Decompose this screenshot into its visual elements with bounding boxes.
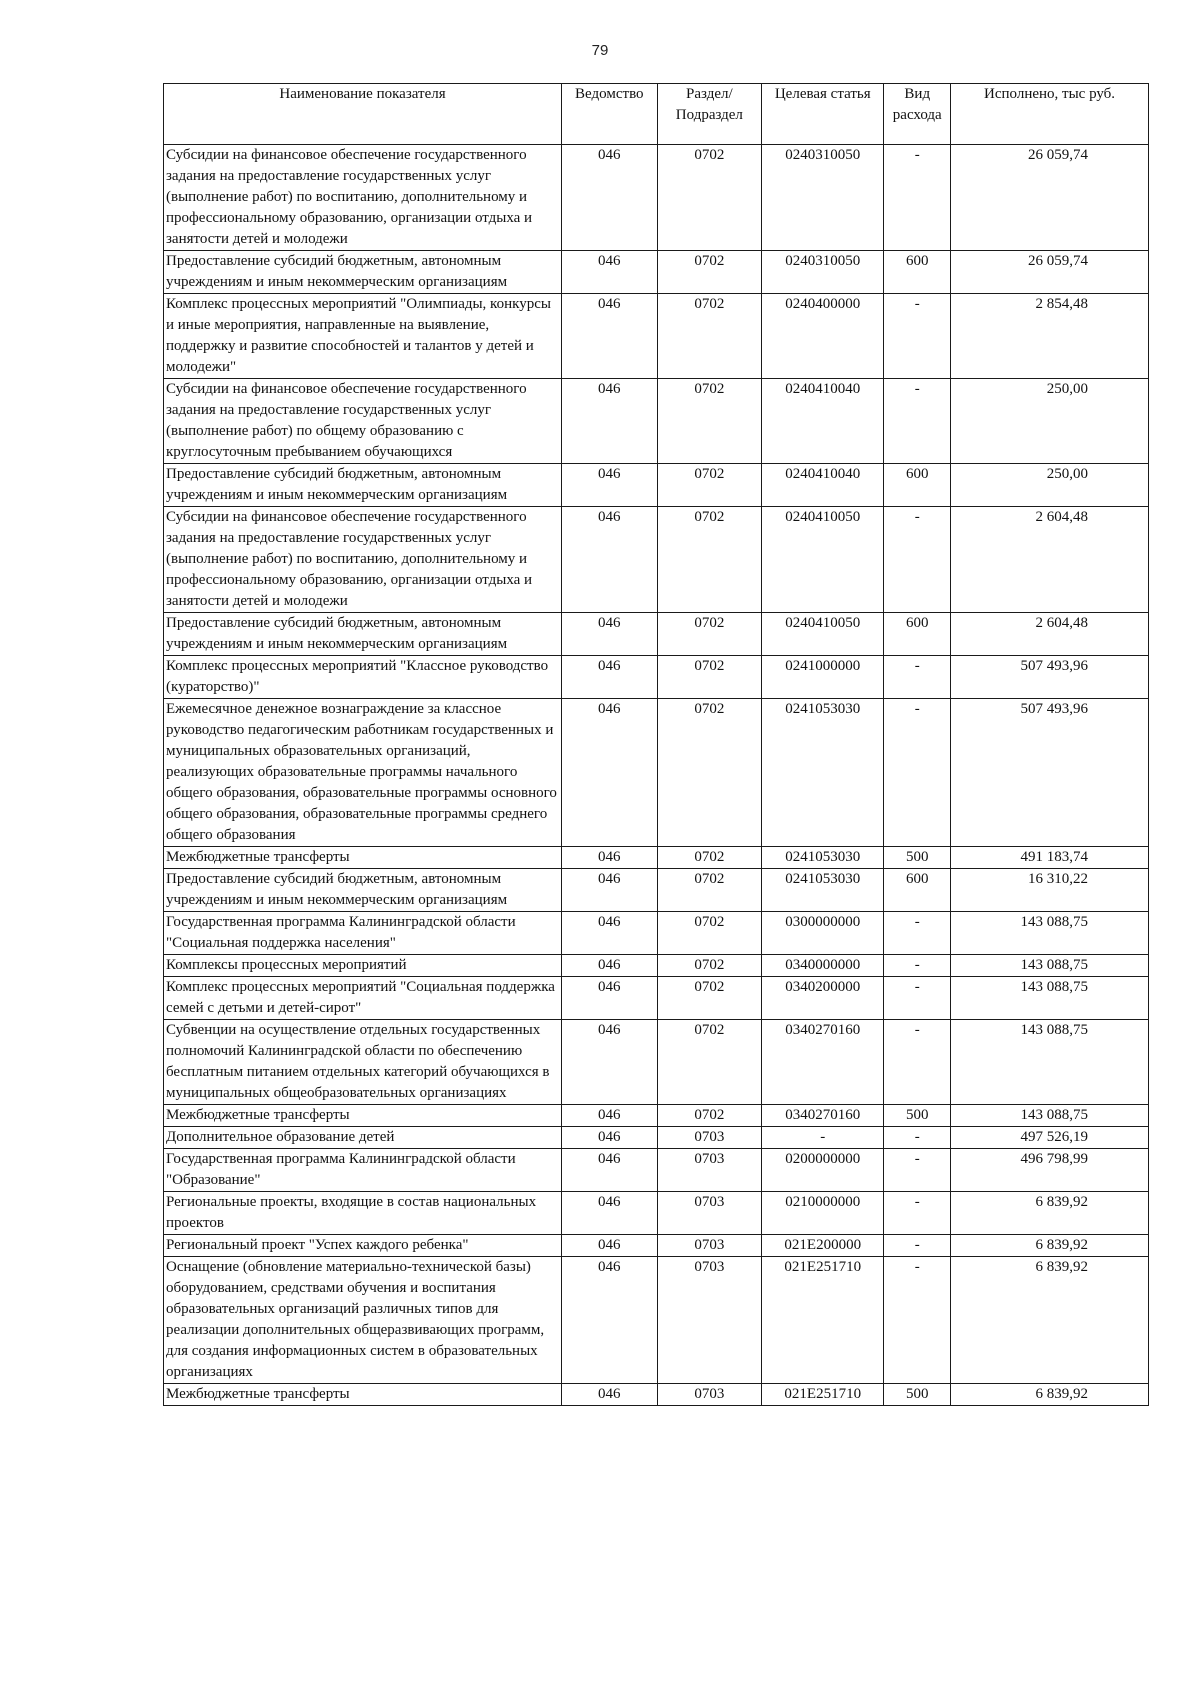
table-row xyxy=(164,699,1149,847)
table-row xyxy=(164,613,1149,656)
row-target-article: 0210000000 xyxy=(762,1192,884,1235)
table-row xyxy=(164,847,1149,869)
row-department: 046 xyxy=(562,464,658,507)
budget-table xyxy=(163,83,1149,1406)
page-number: 79 xyxy=(591,42,609,59)
table-row xyxy=(164,379,1149,464)
header-amount: Исполнено, тыс руб. xyxy=(951,84,1149,145)
row-department: 046 xyxy=(562,1105,658,1127)
table-row xyxy=(164,1127,1149,1149)
row-target-article: 0241000000 xyxy=(762,656,884,699)
row-expense-type: 600 xyxy=(884,613,951,656)
table-row xyxy=(164,1149,1149,1192)
row-expense-type: - xyxy=(884,1235,951,1257)
row-amount: 491 183,74 xyxy=(951,847,1149,869)
row-department: 046 xyxy=(562,294,658,379)
row-section: 0703 xyxy=(657,1149,762,1192)
row-amount: 250,00 xyxy=(951,379,1149,464)
row-section: 0702 xyxy=(657,294,762,379)
table-row xyxy=(164,294,1149,379)
row-target-article: 0340200000 xyxy=(762,977,884,1020)
header-target-article: Целевая статья xyxy=(762,84,884,145)
row-indicator-name: Комплекс процессных мероприятий "Социальная поддержка семей с детьми и детей-сирот" xyxy=(164,977,562,1020)
table-row xyxy=(164,1105,1149,1127)
row-section: 0702 xyxy=(657,464,762,507)
row-department: 046 xyxy=(562,847,658,869)
row-expense-type: - xyxy=(884,379,951,464)
row-expense-type: - xyxy=(884,912,951,955)
row-expense-type: - xyxy=(884,955,951,977)
table-row xyxy=(164,912,1149,955)
row-expense-type: 500 xyxy=(884,847,951,869)
row-section: 0702 xyxy=(657,699,762,847)
row-target-article: 0240310050 xyxy=(762,145,884,251)
row-target-article: 021Е251710 xyxy=(762,1384,884,1406)
row-amount: 26 059,74 xyxy=(951,145,1149,251)
row-department: 046 xyxy=(562,251,658,294)
row-indicator-name: Предоставление субсидий бюджетным, автономным учреждениям и иным некоммерческим организациям xyxy=(164,251,562,294)
row-department: 046 xyxy=(562,699,658,847)
table-row xyxy=(164,1257,1149,1384)
row-target-article: 0200000000 xyxy=(762,1149,884,1192)
row-section: 0702 xyxy=(657,1020,762,1105)
row-amount: 143 088,75 xyxy=(951,1020,1149,1105)
row-indicator-name: Субсидии на финансовое обеспечение государственного задания на предоставление государственных услуг (выполнение работ) по общему образованию с круглосуточным пребыванием обучающихся xyxy=(164,379,562,464)
row-expense-type: - xyxy=(884,1192,951,1235)
row-target-article: 0240310050 xyxy=(762,251,884,294)
row-section: 0702 xyxy=(657,656,762,699)
table-body xyxy=(164,145,1149,1406)
row-amount: 6 839,92 xyxy=(951,1384,1149,1406)
row-section: 0702 xyxy=(657,613,762,656)
row-amount: 2 854,48 xyxy=(951,294,1149,379)
row-department: 046 xyxy=(562,1192,658,1235)
row-section: 0702 xyxy=(657,869,762,912)
table-header-row xyxy=(164,84,1149,145)
row-expense-type: - xyxy=(884,294,951,379)
row-department: 046 xyxy=(562,1235,658,1257)
row-amount: 2 604,48 xyxy=(951,613,1149,656)
row-department: 046 xyxy=(562,613,658,656)
row-amount: 507 493,96 xyxy=(951,656,1149,699)
row-department: 046 xyxy=(562,1149,658,1192)
row-expense-type: - xyxy=(884,977,951,1020)
row-target-article: 0340270160 xyxy=(762,1020,884,1105)
row-department: 046 xyxy=(562,656,658,699)
row-indicator-name: Комплекс процессных мероприятий "Классное руководство (кураторство)" xyxy=(164,656,562,699)
row-target-article: 0240410050 xyxy=(762,507,884,613)
row-target-article: 0240410040 xyxy=(762,464,884,507)
row-amount: 496 798,99 xyxy=(951,1149,1149,1192)
table-row xyxy=(164,656,1149,699)
row-department: 046 xyxy=(562,1020,658,1105)
row-expense-type: 500 xyxy=(884,1384,951,1406)
row-indicator-name: Ежемесячное денежное вознаграждение за классное руководство педагогическим работникам государственных и муниципальных образовательных организаций, реализующих образовательные программы начального общего образования, образовательные программы основного общего образования, образовательные программы среднего общего образования xyxy=(164,699,562,847)
row-indicator-name: Межбюджетные трансферты xyxy=(164,847,562,869)
row-department: 046 xyxy=(562,912,658,955)
row-indicator-name: Субсидии на финансовое обеспечение государственного задания на предоставление государственных услуг (выполнение работ) по воспитанию, дополнительному и профессиональному образованию, организации отдыха и занятости детей и молодежи xyxy=(164,507,562,613)
row-indicator-name: Государственная программа Калининградской области "Образование" xyxy=(164,1149,562,1192)
header-indicator-name: Наименование показателя xyxy=(164,84,562,145)
header-expense-type: Вид расхода xyxy=(884,84,951,145)
row-target-article: 0241053030 xyxy=(762,699,884,847)
row-amount: 143 088,75 xyxy=(951,1105,1149,1127)
row-department: 046 xyxy=(562,977,658,1020)
row-expense-type: - xyxy=(884,699,951,847)
row-section: 0702 xyxy=(657,251,762,294)
row-target-article: 0241053030 xyxy=(762,847,884,869)
row-expense-type: - xyxy=(884,1149,951,1192)
row-department: 046 xyxy=(562,145,658,251)
header-department: Ведомство xyxy=(562,84,658,145)
row-section: 0703 xyxy=(657,1235,762,1257)
row-amount: 26 059,74 xyxy=(951,251,1149,294)
row-target-article: 0340000000 xyxy=(762,955,884,977)
table-row xyxy=(164,507,1149,613)
row-indicator-name: Комплексы процессных мероприятий xyxy=(164,955,562,977)
row-section: 0702 xyxy=(657,955,762,977)
row-indicator-name: Региональные проекты, входящие в состав национальных проектов xyxy=(164,1192,562,1235)
row-department: 046 xyxy=(562,507,658,613)
row-section: 0703 xyxy=(657,1257,762,1384)
row-amount: 6 839,92 xyxy=(951,1192,1149,1235)
header-section: Раздел/ Подраздел xyxy=(657,84,762,145)
table-row xyxy=(164,977,1149,1020)
row-section: 0703 xyxy=(657,1127,762,1149)
row-amount: 250,00 xyxy=(951,464,1149,507)
table-row xyxy=(164,145,1149,251)
row-expense-type: - xyxy=(884,1020,951,1105)
row-expense-type: - xyxy=(884,1127,951,1149)
row-indicator-name: Субвенции на осуществление отдельных государственных полномочий Калининградской области по обеспечению бесплатным питанием отдельных категорий обучающихся в муниципальных общеобразовательных организациях xyxy=(164,1020,562,1105)
table-row xyxy=(164,1020,1149,1105)
row-target-article: 0241053030 xyxy=(762,869,884,912)
row-section: 0702 xyxy=(657,379,762,464)
row-indicator-name: Государственная программа Калининградской области "Социальная поддержка населения" xyxy=(164,912,562,955)
row-department: 046 xyxy=(562,1127,658,1149)
row-expense-type: 600 xyxy=(884,869,951,912)
row-amount: 143 088,75 xyxy=(951,912,1149,955)
row-amount: 6 839,92 xyxy=(951,1235,1149,1257)
row-amount: 16 310,22 xyxy=(951,869,1149,912)
row-amount: 143 088,75 xyxy=(951,955,1149,977)
row-amount: 507 493,96 xyxy=(951,699,1149,847)
row-department: 046 xyxy=(562,379,658,464)
row-section: 0702 xyxy=(657,1105,762,1127)
row-expense-type: 500 xyxy=(884,1105,951,1127)
row-indicator-name: Оснащение (обновление материально-технической базы) оборудованием, средствами обучения и воспитания образовательных организаций различных типов для реализации дополнительных общеразвивающих программ, для создания информационных систем в образовательных организациях xyxy=(164,1257,562,1384)
row-amount: 6 839,92 xyxy=(951,1257,1149,1384)
row-section: 0703 xyxy=(657,1192,762,1235)
row-indicator-name: Субсидии на финансовое обеспечение государственного задания на предоставление государственных услуг (выполнение работ) по воспитанию, дополнительному и профессиональному образованию, организации отдыха и занятости детей и молодежи xyxy=(164,145,562,251)
row-indicator-name: Комплекс процессных мероприятий "Олимпиады, конкурсы и иные мероприятия, направленные на выявление, поддержку и развитие способностей и талантов у детей и молодежи" xyxy=(164,294,562,379)
table-row xyxy=(164,1384,1149,1406)
row-indicator-name: Региональный проект "Успех каждого ребенка" xyxy=(164,1235,562,1257)
table-row xyxy=(164,1192,1149,1235)
table-row xyxy=(164,1235,1149,1257)
row-expense-type: - xyxy=(884,656,951,699)
row-indicator-name: Межбюджетные трансферты xyxy=(164,1105,562,1127)
row-target-article: - xyxy=(762,1127,884,1149)
row-section: 0702 xyxy=(657,507,762,613)
row-expense-type: - xyxy=(884,507,951,613)
row-department: 046 xyxy=(562,1257,658,1384)
row-target-article: 0240410050 xyxy=(762,613,884,656)
row-expense-type: 600 xyxy=(884,251,951,294)
row-target-article: 0300000000 xyxy=(762,912,884,955)
row-indicator-name: Дополнительное образование детей xyxy=(164,1127,562,1149)
row-target-article: 0340270160 xyxy=(762,1105,884,1127)
row-department: 046 xyxy=(562,869,658,912)
row-indicator-name: Предоставление субсидий бюджетным, автономным учреждениям и иным некоммерческим организациям xyxy=(164,869,562,912)
row-department: 046 xyxy=(562,1384,658,1406)
row-target-article: 0240400000 xyxy=(762,294,884,379)
row-section: 0702 xyxy=(657,977,762,1020)
table-row xyxy=(164,869,1149,912)
row-amount: 2 604,48 xyxy=(951,507,1149,613)
row-target-article: 021Е200000 xyxy=(762,1235,884,1257)
row-target-article: 0240410040 xyxy=(762,379,884,464)
row-section: 0703 xyxy=(657,1384,762,1406)
row-section: 0702 xyxy=(657,847,762,869)
row-expense-type: 600 xyxy=(884,464,951,507)
row-expense-type: - xyxy=(884,1257,951,1384)
row-amount: 497 526,19 xyxy=(951,1127,1149,1149)
row-amount: 143 088,75 xyxy=(951,977,1149,1020)
row-department: 046 xyxy=(562,955,658,977)
table-row xyxy=(164,464,1149,507)
table-row xyxy=(164,251,1149,294)
row-indicator-name: Межбюджетные трансферты xyxy=(164,1384,562,1406)
table-row xyxy=(164,955,1149,977)
row-indicator-name: Предоставление субсидий бюджетным, автономным учреждениям и иным некоммерческим организациям xyxy=(164,613,562,656)
row-expense-type: - xyxy=(884,145,951,251)
row-indicator-name: Предоставление субсидий бюджетным, автономным учреждениям и иным некоммерческим организациям xyxy=(164,464,562,507)
row-section: 0702 xyxy=(657,145,762,251)
row-section: 0702 xyxy=(657,912,762,955)
row-target-article: 021Е251710 xyxy=(762,1257,884,1384)
